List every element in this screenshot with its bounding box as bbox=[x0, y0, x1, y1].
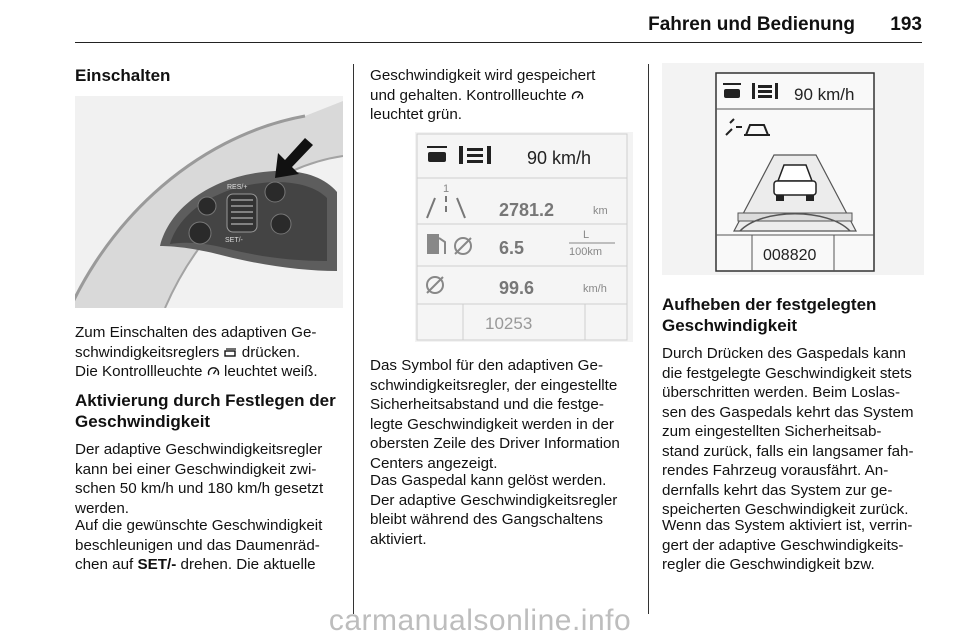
consumption-unit-bottom: 100km bbox=[569, 246, 603, 258]
set-label: SET/- bbox=[225, 237, 243, 244]
consumption-unit-top: L bbox=[583, 229, 590, 241]
watermark: carmanualsonline.info bbox=[328, 604, 632, 637]
paragraph-beschleunigen: Auf die gewünschte Geschwindigkeit beschleunigen und das Daumenräd- chen auf SET/- drehen. Die aktuelle bbox=[75, 517, 323, 573]
res-label: RES/+ bbox=[227, 184, 248, 191]
average-speed: 99.6 bbox=[499, 278, 535, 298]
header-rule bbox=[75, 42, 922, 43]
trip-distance: 2781.2 bbox=[499, 200, 555, 220]
vehicle-ahead-display bbox=[662, 63, 924, 275]
average-speed-unit: km/h bbox=[583, 283, 607, 295]
set-speed-readout: 90 km/h bbox=[794, 85, 855, 104]
paragraph-gaspedal-druecken: Durch Drücken des Gaspedals kann die festgelegte Geschwindigkeit stets überschritten werden. Beim Loslas- sen des Gaspedals kehrt das System zum eingestellten Sicherheitsab- stand zurück, falls ein langsamer fah- rendes Fahrzeug vorausfährt. An- dernfalls kehrt das System zur ge- speicherten Geschwindigkeit zurück. bbox=[662, 345, 914, 518]
adaptive-cruise-icon bbox=[224, 347, 238, 358]
page-header bbox=[0, 6, 960, 46]
paragraph-symbol: Das Symbol für den adaptiven Ge- schwindigkeitsregler, der eingestellte Sicherheitsabstand und die festge- legte Geschwindigkeit werden in der obersten Zeile des Driver Information Centers angezeigt. bbox=[370, 357, 620, 472]
odometer: 008820 bbox=[763, 247, 817, 264]
speedometer-indicator-icon bbox=[207, 366, 220, 377]
trip-number: 1 bbox=[443, 183, 450, 195]
steering-wheel-figure bbox=[75, 96, 343, 308]
steering-wheel-drawing bbox=[75, 96, 343, 308]
paragraph-gespeichert: Geschwindigkeit wird gespeichert und gehalten. Kontrollleuchte leuchtet grün. bbox=[370, 67, 596, 123]
driver-info-display-figure bbox=[415, 132, 633, 342]
vehicle-ahead-display-figure bbox=[662, 63, 924, 275]
set-speed-readout: 90 km/h bbox=[527, 148, 592, 168]
heading-einschalten: Einschalten bbox=[75, 66, 171, 85]
odometer: 10253 bbox=[485, 314, 533, 333]
paragraph-system-aktiviert: Wenn das System aktiviert ist, verrin- gert der adaptive Geschwindigkeits- regler die Geschwindigkeit bzw. bbox=[662, 517, 913, 573]
trip-unit: km bbox=[593, 205, 608, 217]
heading-aufheben: Aufheben der festgelegten Geschwindigkeit bbox=[662, 295, 877, 335]
fuel-consumption: 6.5 bbox=[499, 238, 525, 258]
section-title: Fahren und Bedienung bbox=[648, 14, 855, 35]
speedometer-indicator-icon bbox=[571, 90, 584, 101]
paragraph-geschwindigkeit-range: Der adaptive Geschwindigkeitsregler kann bei einer Geschwindigkeit zwi- schen 50 km/h und 180 km/h gesetzt werden. bbox=[75, 441, 324, 517]
column-divider-2 bbox=[648, 64, 649, 614]
heading-aktivierung: Aktivierung durch Festlegen der Geschwindigkeit bbox=[75, 391, 336, 431]
paragraph-gaspedal: Das Gaspedal kann gelöst werden. Der adaptive Geschwindigkeitsregler bleibt während des Gangschaltens aktiviert. bbox=[370, 472, 618, 548]
paragraph-einschalten: Zum Einschalten des adaptiven Ge- schwindigkeitsreglers drücken. Die Kontrollleuchte leuchtet weiß. bbox=[75, 324, 318, 380]
page-number: 193 bbox=[890, 14, 922, 35]
driver-info-display bbox=[415, 132, 633, 342]
set-label-bold: SET/- bbox=[137, 556, 177, 573]
